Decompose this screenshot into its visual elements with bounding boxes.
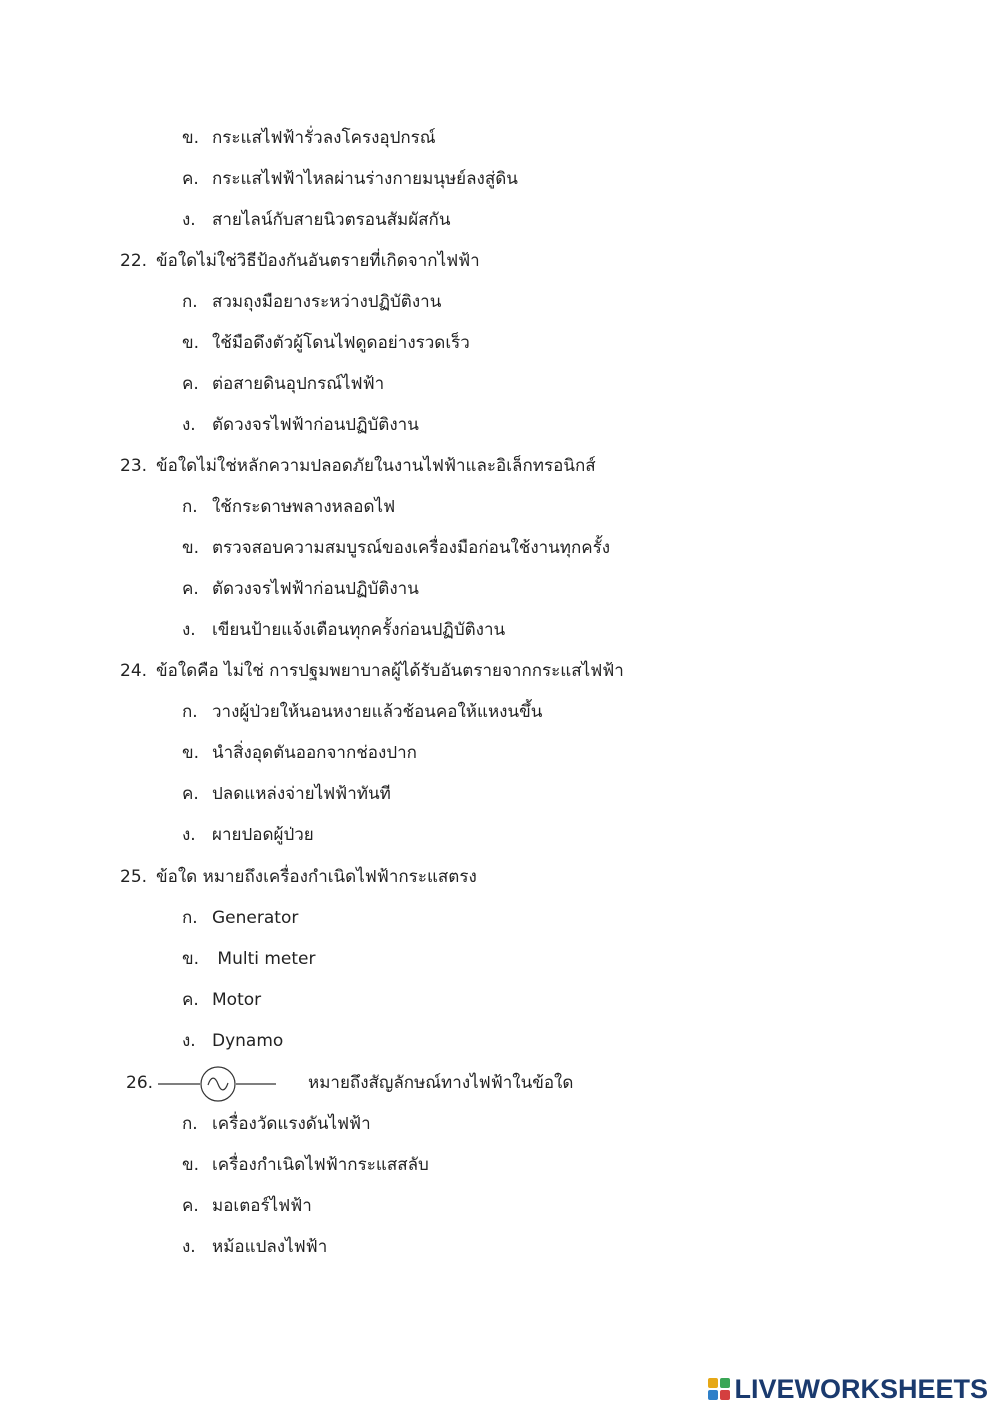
choice-text: ตัดวงจรไฟฟ้าก่อนปฏิบัติงาน — [212, 415, 419, 435]
choice-option — [182, 127, 436, 149]
question-number: 23. — [120, 456, 148, 476]
choice-text: กระแสไฟฟ้าไหลผ่านร่างกายมนุษย์ลงสู่ดิน — [212, 169, 518, 189]
choice-text: เครื่องวัดแรงดันไฟฟ้า — [212, 1114, 371, 1134]
choice-option — [182, 783, 391, 805]
choice-option — [182, 373, 384, 395]
choice-option — [182, 1154, 429, 1176]
choice-option — [182, 1113, 371, 1135]
choice-option — [182, 1236, 327, 1258]
choice-option — [182, 907, 298, 929]
choice-text: ใช้กระดาษพลางหลอดไฟ — [212, 497, 396, 517]
choice-text: วางผู้ป่วยให้นอนหงายแล้วช้อนคอให้แหงนขึ้น — [212, 702, 543, 722]
choice-option — [182, 332, 470, 354]
choice-letter: ก. — [182, 292, 198, 312]
choice-letter: ค. — [182, 784, 199, 804]
choice-text: ตรวจสอบความสมบูรณ์ของเครื่องมือก่อนใช้งานทุกครั้ง — [212, 538, 611, 558]
choice-text: เขียนป้ายแจ้งเตือนทุกครั้งก่อนปฏิบัติงาน — [212, 620, 506, 640]
choice-option — [182, 537, 610, 559]
choice-option — [182, 209, 450, 231]
choice-text: หม้อแปลงไฟฟ้า — [212, 1237, 328, 1257]
question-number: 24. — [120, 661, 148, 681]
question-text: ข้อใดคือ ไม่ใช่ การปฐมพยาบาลผู้ได้รับอันตรายจากกระแสไฟฟ้า — [156, 661, 624, 681]
choice-text: เครื่องกำเนิดไฟฟ้ากระแสสลับ — [212, 1155, 429, 1175]
choice-letter: ข. — [182, 538, 200, 558]
choice-letter: ข. — [182, 949, 200, 969]
choice-text: ใช้มือดึงตัวผู้โดนไฟดูดอย่างรวดเร็ว — [212, 333, 470, 353]
choice-letter: ก. — [182, 1114, 198, 1134]
choice-letter: ข. — [182, 743, 200, 763]
choice-letter: ค. — [182, 990, 199, 1010]
choice-letter: ข. — [182, 1155, 200, 1175]
choice-option — [182, 742, 417, 764]
choice-text: ปลดแหล่งจ่ายไฟฟ้าทันที — [212, 784, 391, 804]
question-text: ข้อใดไม่ใช่หลักความปลอดภัยในงานไฟฟ้าและอิเล็กทรอนิกส์ — [156, 456, 596, 476]
choice-letter: ค. — [182, 579, 199, 599]
choice-letter: ง. — [182, 620, 196, 640]
choice-option — [182, 1195, 312, 1217]
choice-text: สวมถุงมือยางระหว่างปฏิบัติงาน — [212, 292, 442, 312]
choice-text: Motor — [212, 990, 262, 1010]
choice-option — [182, 291, 441, 313]
choice-text: ผายปอดผู้ป่วย — [212, 825, 314, 845]
choice-text: นำสิ่งอุดตันออกจากช่องปาก — [212, 743, 417, 763]
choice-text: Generator — [212, 908, 299, 928]
choice-text: สายไลน์กับสายนิวตรอนสัมผัสกัน — [212, 210, 451, 230]
choice-text: Multi meter — [212, 949, 316, 969]
choice-option — [182, 578, 419, 600]
choice-option — [182, 414, 419, 436]
question — [120, 866, 477, 888]
choice-letter: ง. — [182, 825, 196, 845]
logo-text: LIVEWORKSHEETS — [734, 1373, 988, 1404]
ac-source-symbol-icon — [158, 1066, 278, 1102]
question — [120, 455, 596, 477]
choice-letter: ง. — [182, 1031, 196, 1051]
choice-letter: ข. — [182, 333, 200, 353]
choice-option — [182, 824, 314, 846]
liveworksheets-logo — [708, 1375, 988, 1403]
choice-text: ต่อสายดินอุปกรณ์ไฟฟ้า — [212, 374, 385, 394]
question-26-text: หมายถึงสัญลักษณ์ทางไฟฟ้าในข้อใด — [308, 1073, 574, 1093]
choice-letter: ค. — [182, 374, 199, 394]
question-26-number: 26. — [126, 1073, 154, 1093]
choice-option — [182, 496, 395, 518]
choice-text: ตัดวงจรไฟฟ้าก่อนปฏิบัติงาน — [212, 579, 419, 599]
choice-letter: ง. — [182, 415, 196, 435]
question — [120, 660, 624, 682]
choice-option — [182, 168, 518, 190]
choice-letter: ข. — [182, 128, 200, 148]
choice-letter: ง. — [182, 210, 196, 230]
question-number: 25. — [120, 867, 148, 887]
choice-text: มอเตอร์ไฟฟ้า — [212, 1196, 312, 1216]
question-number: 22. — [120, 251, 148, 271]
choice-option — [182, 1030, 283, 1052]
choice-letter: ก. — [182, 702, 198, 722]
choice-text: กระแสไฟฟ้ารั่วลงโครงอุปกรณ์ — [212, 128, 436, 148]
choice-letter: ก. — [182, 497, 198, 517]
choice-option — [182, 989, 261, 1011]
choice-letter: ค. — [182, 1196, 199, 1216]
question-text: ข้อใดไม่ใช่วิธีป้องกันอันตรายที่เกิดจากไฟฟ้า — [156, 251, 480, 271]
question-text: ข้อใด หมายถึงเครื่องกำเนิดไฟฟ้ากระแสตรง — [156, 867, 477, 887]
choice-option — [182, 701, 542, 723]
choice-letter: ค. — [182, 169, 199, 189]
choice-text: Dynamo — [212, 1031, 284, 1051]
choice-letter: ก. — [182, 908, 198, 928]
question — [120, 250, 480, 272]
choice-letter: ง. — [182, 1237, 196, 1257]
choice-option — [182, 948, 316, 970]
choice-option — [182, 619, 505, 641]
logo-grid-icon — [708, 1378, 730, 1400]
